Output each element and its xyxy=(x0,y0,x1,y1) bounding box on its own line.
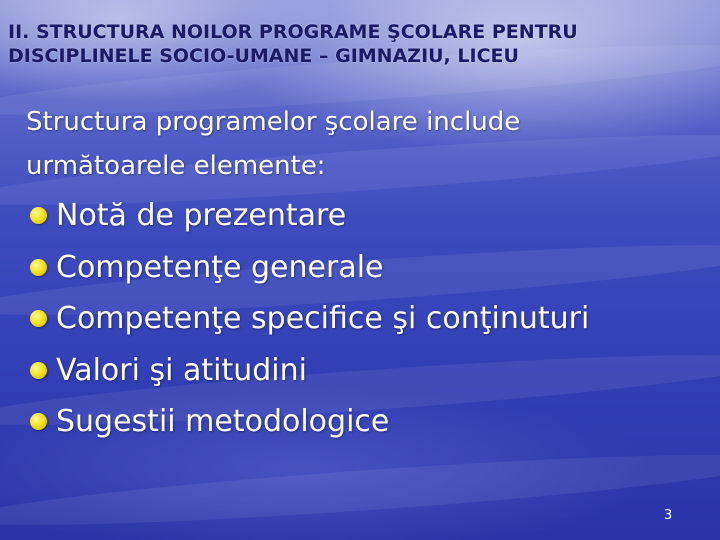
slide-title xyxy=(8,20,708,68)
slide-title-line-2: DISCIPLINELE SOCIO-UMANE – GIMNAZIU, LICEU xyxy=(8,45,519,67)
bullet-item xyxy=(22,345,589,397)
intro-text xyxy=(26,100,686,188)
bullet-dot-icon xyxy=(30,259,47,276)
intro-line-1: Structura programelor şcolare include xyxy=(26,107,521,137)
bullet-dot-icon xyxy=(30,362,47,379)
bullet-list xyxy=(22,190,589,448)
background-wave xyxy=(0,441,720,538)
intro-line-2: următoarele elemente: xyxy=(26,151,326,181)
slide-title-line-1: II. STRUCTURA NOILOR PROGRAME ŞCOLARE PENTRU xyxy=(8,21,578,43)
bullet-dot-icon xyxy=(30,413,47,430)
bullet-dot-icon xyxy=(30,310,47,327)
bullet-item xyxy=(22,242,589,294)
bullet-text: Valori şi atitudini xyxy=(56,352,307,388)
page-number: 3 xyxy=(664,508,673,523)
bullet-dot-icon xyxy=(30,207,47,224)
bullet-item xyxy=(22,396,589,448)
bullet-item xyxy=(22,190,589,242)
bullet-item xyxy=(22,293,589,345)
bullet-text: Competenţe specifice şi conţinuturi xyxy=(56,301,590,336)
bullet-text: Sugestii metodologice xyxy=(56,404,390,439)
bullet-text: Notă de prezentare xyxy=(56,198,347,233)
bullet-text: Competenţe generale xyxy=(56,249,384,285)
